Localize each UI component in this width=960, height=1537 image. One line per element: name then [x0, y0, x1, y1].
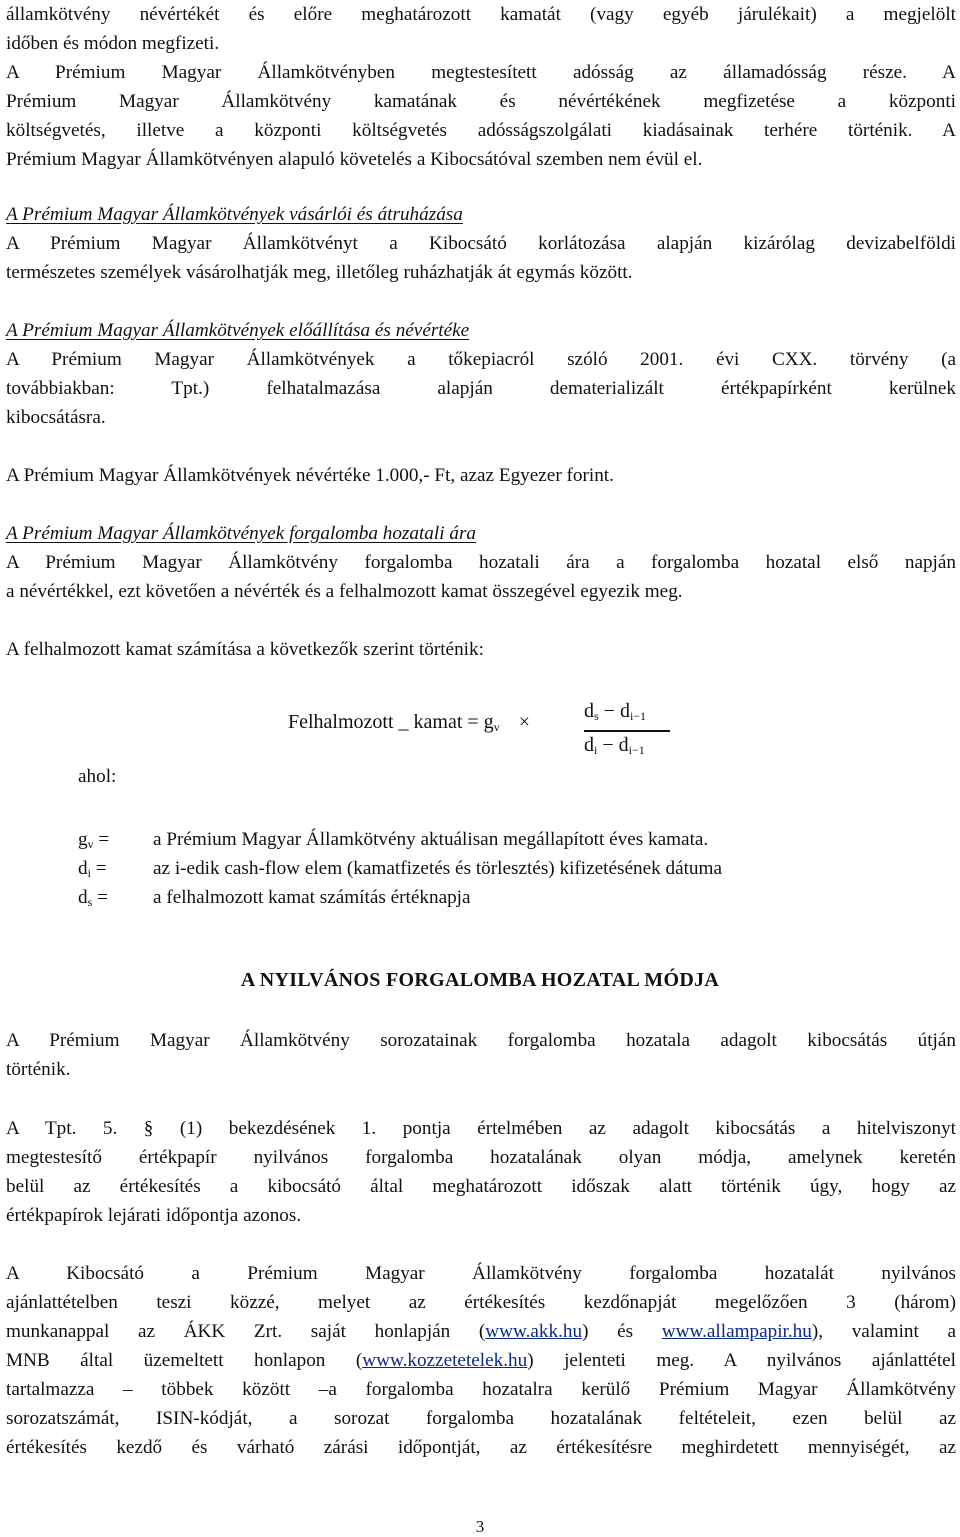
definition-ds-text: a felhalmozott kamat számítás értéknapja: [153, 887, 471, 908]
num-d2-sub: i−1: [629, 709, 647, 723]
text-line-links: [6, 1317, 956, 1346]
text-line: időben és módon megfizeti.: [6, 33, 220, 54]
definition-di-text: az i-edik cash-flow elem (kamatfizetés és törlesztés) kifizetésének dátuma: [153, 858, 722, 879]
main-heading: A NYILVÁNOS FORGALOMBA HOZATAL MÓDJA: [240, 969, 720, 991]
text-line: sorozatszámát, ISIN-kódját, a sorozat forgalomba hozatalának feltételeit, ezen belül az: [6, 1408, 956, 1429]
formula-numerator: [584, 700, 646, 724]
text-line-links: [6, 1346, 956, 1375]
text-line: értékpapírok lejárati időpontja azonos.: [6, 1205, 302, 1226]
section-production: [6, 316, 956, 432]
section-heading: A Prémium Magyar Államkötvények vásárlói és átruházása: [6, 204, 463, 225]
text-line: A felhalmozott kamat számítása a következők szerint történik:: [6, 639, 484, 660]
text-line: továbbiakban: Tpt.) felhatalmazása alapján dematerializált értékpapírként kerülnek: [6, 378, 956, 399]
text-line: költségvetés, illetve a központi költségvetés adósságszolgálati kiadásainak terhére történik. A: [6, 120, 956, 141]
text-line: a névértékkel, ezt követően a névérték és a felhalmozott kamat összegével egyezik meg.: [6, 581, 683, 602]
den-d: d: [584, 734, 594, 756]
text-line: A Prémium Magyar Államkötvény sorozatainak forgalomba hozatala adagolt kibocsátás útján: [6, 1030, 956, 1051]
times-sign: ×: [518, 711, 530, 733]
den-d-sub: i: [594, 743, 598, 757]
den-d2-sub: i−1: [628, 743, 645, 757]
text-line: államkötvény névértékét és előre meghatározott kamatát (vagy egyéb járulékait) a megjelölt: [6, 4, 956, 25]
text-line: Prémium Magyar Államkötvényen alapuló követelés a Kibocsátóval szemben nem évül el.: [6, 149, 703, 170]
text-line: A Prémium Magyar Államkötvények a tőkepiacról szóló 2001. évi CXX. törvény (a: [6, 349, 956, 370]
accrued-interest-formula: [288, 700, 708, 770]
formula-lhs-text: Felhalmozott _ kamat = g: [288, 711, 494, 733]
link-akk[interactable]: www.akk.hu: [485, 1321, 583, 1342]
text-fragment: ), valamint a: [811, 1321, 957, 1342]
link-allampapir[interactable]: www.allampapir.hu: [661, 1321, 812, 1342]
text-fragment: munkanappal az ÁKK Zrt. saját honlapján (: [6, 1321, 486, 1342]
section-buyers: [6, 200, 956, 287]
text-line: természetes személyek vásárolhatják meg, illetőleg ruházhatják át egymás között.: [6, 262, 633, 283]
definition-gv-text: a Prémium Magyar Államkötvény aktuálisan megállapított éves kamata.: [153, 829, 709, 850]
den-minus: − d: [597, 734, 629, 756]
text-line: A Kibocsátó a Prémium Magyar Államkötvény forgalomba hozatalát nyilvános: [6, 1263, 956, 1284]
def-symbol-sub: s: [87, 895, 93, 909]
text-line: A Prémium Magyar Államkötvény forgalomba hozatali ára a forgalomba hozatal első napján: [6, 552, 956, 573]
text-fragment: MNB által üzemeltett honlapon (: [6, 1350, 363, 1371]
text-line: értékesítés kezdő és várható zárási időpontját, az értékesítésre meghirdetett mennyiségét, az: [6, 1437, 956, 1458]
formula-lhs: [288, 711, 530, 735]
paragraph-adagolt: [6, 1026, 956, 1084]
formula-lhs-sub: v: [493, 720, 500, 734]
where-label: ahol:: [78, 766, 117, 787]
def-symbol: d: [78, 858, 88, 879]
section-heading: A Prémium Magyar Államkötvények előállítása és névértéke: [6, 320, 470, 341]
def-symbol-sub: i: [87, 866, 91, 880]
text-line: Prémium Magyar Államkötvény kamatának és névértékének megfizetése a központi: [6, 91, 956, 112]
link-kozzetetelek[interactable]: www.kozzetetelek.hu: [362, 1350, 528, 1371]
page-number: 3: [475, 1517, 485, 1536]
def-equals: =: [92, 887, 108, 908]
text-fragment: ) és: [582, 1321, 662, 1342]
fraction-bar: [584, 730, 670, 732]
paragraph-tpt: [6, 1114, 956, 1230]
text-line: tartalmazza – többek között –a forgalomba hozatalra kerülő Prémium Magyar Államkötvény: [6, 1379, 956, 1400]
paragraph-intro: [6, 0, 956, 174]
def-equals: =: [90, 858, 107, 879]
paragraph-face-value: [6, 461, 956, 490]
text-line: kibocsátásra.: [6, 407, 106, 428]
text-line: A Prémium Magyar Államkötvényben megtestesített adósság az államadósság része. A: [6, 62, 956, 83]
text-line: A Tpt. 5. § (1) bekezdésének 1. pontja értelmében az adagolt kibocsátás a hitelviszonyt: [6, 1118, 956, 1139]
text-line: megtestesítő értékpapír nyilvános forgalomba hozatalának olyan módja, amelynek keretén: [6, 1147, 956, 1168]
formula-denominator: [584, 734, 645, 758]
def-equals: =: [93, 829, 110, 850]
text-line: ajánlattételben teszi közzé, melyet az értékesítés kezdőnapját megelőzően 3 (három): [6, 1292, 956, 1313]
definition-ds: [78, 883, 108, 917]
num-minus: − d: [598, 700, 630, 722]
text-line: belül az értékesítés a kibocsátó által meghatározott időszak alatt történik úgy, hogy az: [6, 1176, 956, 1197]
text-line: A Prémium Magyar Államkötvényt a Kibocsátó korlátozása alapján kizárólag devizabelföldi: [6, 233, 956, 254]
paragraph-announcement: [6, 1259, 956, 1462]
def-symbol: g: [78, 829, 88, 850]
text-line: A Prémium Magyar Államkötvények névértéke 1.000,- Ft, azaz Egyezer forint.: [6, 465, 614, 486]
def-symbol: d: [78, 887, 88, 908]
num-d: d: [584, 700, 594, 722]
paragraph-accrued-intro: [6, 635, 956, 664]
text-line: történik.: [6, 1059, 71, 1080]
section-heading: A Prémium Magyar Államkötvények forgalomba hozatali ára: [6, 523, 477, 544]
text-fragment: ) jelenteti meg. A nyilvános ajánlattétel: [527, 1350, 957, 1371]
num-d-sub: s: [594, 709, 599, 723]
def-symbol-sub: v: [87, 837, 94, 851]
section-issue-price: [6, 519, 956, 606]
